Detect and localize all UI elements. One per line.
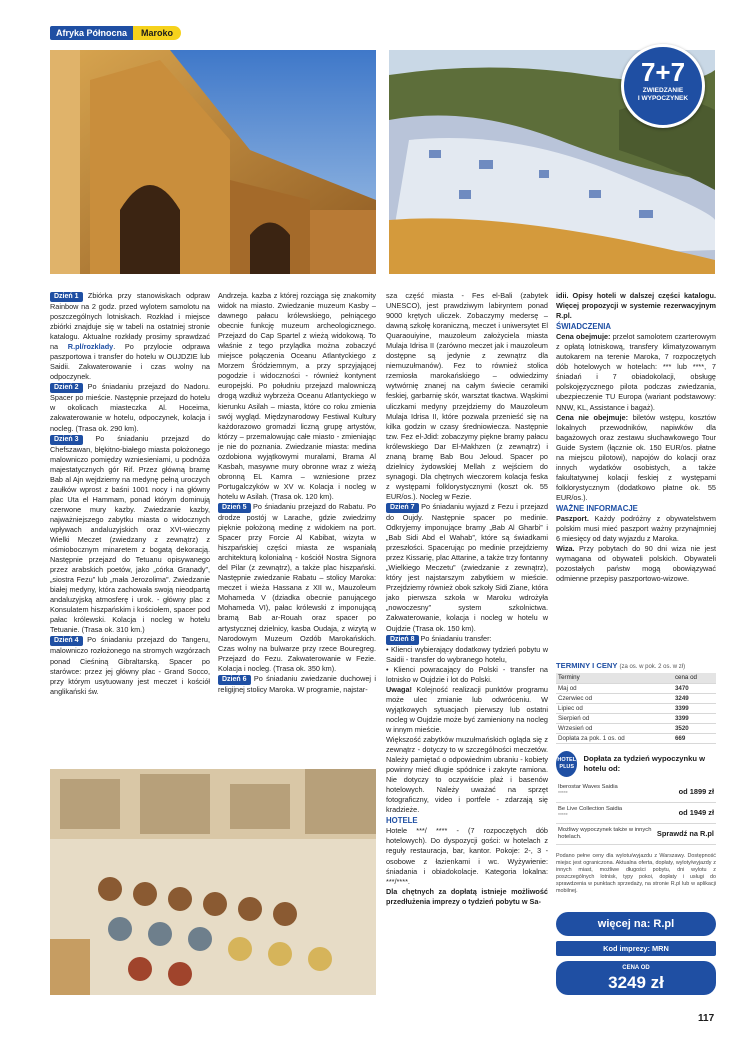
table-row — [556, 823, 716, 844]
passport-label: Paszport. — [556, 514, 589, 524]
badge-title: 7+7 — [640, 57, 686, 87]
paragraph-text: Andrzeja. kazba z której rozciąga się znakomity widok na miasto. Zwiedzanie muzeum Kasby – dawnego pałacu królewskiego, pełniącego obecnie funkcję muzeum archeologicznego. Przejazd do Cap Spartel z wieżą widokową. To właśnie z tego przylądka można zobaczyć miejsce połączenia Oceanu Atlantyckiego z Morzem Śródziemnym, a przy sprzyjającej pogodzie i widoczności - również kontynent europejski. Po południu przejazd malowniczą drogą wzdłuż wybrzeża Oceanu Atlantyckiego w kierunku Asilah – miasta, które co roku zmienia swój wygląd. Międzynarodowy Festiwal Kultury każdorazowo gromadzi liczną grupę artystów, którzy – przemalowując całe miasto - zmieniając je nie do poznania. Zwiedzanie miasta: medina ozdobiona wyjątkowymi muralami, Brama Al Kasbah, masywne mury obronne wraz z wieżą obronną EL Kamra – wzniesione przez Portugalczyków w XV w. Kolacja i nocleg w hotelu w Asilah. (Trasa ok. 120 km). — [218, 291, 376, 501]
paragraph-text: Zbiórka przy stanowiskach odpraw Rainbow na 2 godz. przed wylotem samolotu na poszczególnych lotniskach. Rozkład i miejsce zbiórki znajduje się w tabeli na ostatniej stronie katalogu. Aktualne rozkłady prosimy sprawdzać na — [50, 291, 210, 352]
hotel-name[interactable]: Be Live Collection Saidia — [558, 805, 623, 812]
term-cell: Dopłata za pok. 1 os. od — [556, 733, 673, 743]
price-cell: 3470 — [673, 683, 716, 693]
table-row — [556, 802, 716, 823]
hotel-name-cell — [556, 823, 655, 844]
price-includes-label: Cena obejmuje: — [556, 332, 611, 342]
paragraph-text: Po śniadaniu transfer: — [418, 633, 492, 643]
pricing-note: Podano pełne ceny dla wylotu/wyjazdu z Warszawy. Dostępność miejsc jest ograniczona. Aktualna oferta, dopłaty, wyloty/wyjazdy z innych miast, możliwe długości pobytu, dni wylotu z poszczególnych lotnisk, typy pokoi, dopłaty i usługi do sprawdzenia w punktach sprzedaży, na stronie R.pl lub w aplikacji mobilnej. — [556, 853, 716, 894]
bullet-text: • Klienci wybierający dodatkowy tydzień pobytu w Saidii - transfer do wybranego hotelu, — [386, 644, 548, 664]
table-row — [556, 713, 716, 723]
itinerary-column-3 — [386, 291, 548, 907]
hotel-name: Możliwy wypoczynek także w innych hotelach. — [558, 826, 652, 840]
paragraph-text: Po śniadaniu przejazd do Tangeru, malowniczo rozłożonego na stromych wzgórzach ponad Cieśniną Gibraltarską. Spacer po starówce: przez jej główny plac - Grand Socco, przy którym usytuowany jest meczet i kościół anglikański św. — [50, 635, 210, 696]
paragraph-text: Większość zabytków muzułmańskich ogląda się z zewnątrz - dotyczy to w szczególności meczetów. Należy pamiętać o odpowiednim ubraniu - kobiety powinny mieć długie spódnice i zakryte ramiona. Nie dotyczy to oczywiście plaż i basenów hotelowych. Należy uważać na sprzęt fotograficzny, video i portfele - zdarzają się kradzieże. — [386, 734, 548, 815]
table-row — [556, 703, 716, 713]
table-header-row — [556, 673, 716, 683]
page-number: 117 — [698, 1013, 715, 1024]
extension-note-cont: idii. Opisy hoteli w dalszej części katalogu. Więcej propozycji w systemie rezerwacyjnym R.pl. — [556, 291, 716, 321]
badge-line2: I WYPOCZYNEK — [637, 95, 689, 102]
hotel-name[interactable]: Iberostar Waves Saidia — [558, 784, 618, 791]
paragraph-text: Przy pobytach do 90 dni wiza nie jest wymagana od obywateli polskich. Obywateli pozostałych państw mogą obowiązywać odmienne przepisy paszportowo-wizowe. — [556, 544, 716, 584]
hotel-price: od 1899 zł — [655, 781, 716, 802]
day-label: Dzień 4 — [50, 636, 83, 646]
paragraph-text: Po śniadaniu przejazd do Chefszawan, błękitno-białego miasta położonego malowniczo pomiędzy wzniesieniami, u podnóża majestatycznych gór Rif. Przez główną bramę Bab al Ajn wejdziemy na medynę pełną uroczych zaułków wprost z baśni 1001 nocy i na główny plac Uta el Hammam, ponad którym dominują czerwone mury kazby. Zwiedzanie kazby, najważniejszego zabytku miasta o widocznych wpływach andaluzyjskich oraz XVI-wieczny Wielki Meczet (zwiedzany z zewnątrz) z ośmiobocznym minaretem z bogatą dekoracją. Następnie przejazd do Tetuanu opisywanego przez arabskich poetów, jako „córka Granady”, „siostra Fezu” lub „mała Jerozolima”. Zwiedzanie białej medyny, która zachowała swoją nieodpartą andaluzyjską atmosferę i urok. - główny plac z Konsulatem hiszpańskim i kościołem, spacer pod pałac królewski. Kolacja i nocleg w hotelu Tetuanie. (Trasa ok. 310 km.) — [50, 433, 210, 635]
price-cell: 3249 — [673, 693, 716, 703]
hotel-plus-line1: HOTEL — [557, 757, 577, 763]
hotel-stars: ***** — [558, 791, 568, 798]
hotel-stars: ***** — [558, 812, 568, 819]
price-cell: 3520 — [673, 723, 716, 733]
day-label: Dzień 3 — [50, 435, 83, 445]
promo-text: Dopłata za tydzień wypoczynku w hotelu od: — [583, 754, 706, 773]
section-heading-info: WAŻNE INFORMACJE — [556, 503, 638, 513]
price-cell: 669 — [673, 733, 716, 743]
day-label: Dzień 7 — [386, 503, 419, 513]
day-label: Dzień 2 — [50, 383, 83, 393]
prices-heading: TERMINY I CENY — [556, 661, 618, 670]
breadcrumb-country[interactable]: Maroko — [133, 26, 181, 40]
bullet-text: • Klienci powracający do Polski - transfer na lotnisko w Oujdzie i lot do Polski. — [386, 664, 548, 684]
term-cell: Wrzesień od — [556, 723, 673, 733]
hotel-price[interactable]: Sprawdź na R.pl — [655, 823, 716, 844]
hotel-name-cell — [556, 802, 655, 823]
paragraph-text: Hotele ***/ **** - (7 rozpoczętych dób hotelowych). Do dyspozycji gości: w hotelach z reguły restauracja, bar, kantor. Pokoje: 2-, 3 - osobowe z łazienkami i wc. Wyżywienie: śniadania i obiadokolacje. Kategoria lokalna: ***/****. — [386, 826, 548, 886]
itinerary-column-2 — [218, 291, 376, 695]
paragraph-text: Po śniadaniu przejazd do Nadoru. Spacer po mieście. Następnie przejazd do hotelu w okolicach miasteczka Al. Hoceima, zakwaterowanie w hotelu, odpoczynek, kolacja i nocleg. (Trasa ok. 290 km). — [50, 382, 210, 433]
trip-code: Kod imprezy: MRN — [556, 941, 716, 956]
itinerary-column-1 — [50, 291, 210, 697]
section-heading-hotels: HOTELE — [386, 816, 418, 826]
price-label: CENA OD — [622, 965, 650, 971]
breadcrumb — [50, 26, 181, 40]
hotel-name-cell — [556, 781, 655, 802]
paragraph-text: Po śniadaniu wyjazd z Fezu i przejazd do Oujdy. Następnie spacer po medinie. Odkryjemy imponujące bramy „Bab Al Gharbi” i „Bab Sidi Abd el Wahab”, które są świadkami przeszłości. Spacerując po medinie przejdziemy przez Kissarię, plac Attarine, a także trzy fontanny „Wielkiego Meczetu” (zwiedzanie z zewnątrz), który jest najstarszym zabytkiem w mieście. Przejdziemy również obok szkoły Sidi Ziane, która jako pierwsza szkoła w Maroku wdrożyła „nowoczesny” system szkolnictwa. Zakwaterowanie, kolacja i nocleg w hotelu w Oujdzie (Trasa ok. 150 km). — [386, 501, 548, 633]
table-row — [556, 693, 716, 703]
price-value: 3249 zł — [608, 973, 664, 992]
price-cell: 3399 — [673, 703, 716, 713]
timetable-link[interactable]: R.pl/rozklady — [67, 342, 114, 352]
photo-fez-tannery — [50, 769, 376, 995]
paragraph-text: Każdy podróżny z obywatelstwem polskim musi mieć paszport ważny przynajmniej 6 miesięcy od daty wyjazdu z Maroka. — [556, 514, 716, 544]
prices-title — [556, 661, 716, 670]
price-excludes-label: Cena nie obejmuje: — [556, 412, 629, 422]
paragraph-text: biletów wstępu, kosztów lokalnych przewodników, napiwków dla bagażowych oraz zestawu słuchawkowego Tour Guide System (łącznie ok. 150 EUR/os. płatne na miejscu pilotowi), napojów do kolacji oraz innych wydatków osobistych, a także fakultatywnej kolacji feskiej z występami folklorystycznym (dodatkowo płatne ok. 55 EUR/os.). — [556, 412, 716, 502]
table-header-cell: cena od — [673, 673, 716, 683]
info-column — [556, 291, 716, 584]
prices-subtitle: (za os. w pok. 2 os. w zł) — [619, 664, 686, 670]
price-cell: 3399 — [673, 713, 716, 723]
paragraph-text: Po śniadaniu zwiedzanie duchowej i religijnej stolicy Maroka. W programie, najstar- — [218, 673, 376, 694]
day-label: Dzień 8 — [386, 635, 419, 645]
more-info-button[interactable]: więcej na: R.pl — [556, 912, 716, 936]
hotel-price: od 1949 zł — [655, 802, 716, 823]
badge-line1: ZWIEDZANIE — [642, 87, 684, 94]
term-cell: Lipiec od — [556, 703, 673, 713]
term-cell: Czerwiec od — [556, 693, 673, 703]
section-heading-services: ŚWIADCZENIA — [556, 322, 612, 332]
paragraph-text: sza część miasta - Fes el-Bali (zabytek UNESCO), jest prawdziwym labiryntem ponad 9000 krętych uliczek. Zobaczymy medersę – dawną szkołę koraniczną, meczet i uniwersytet El Quaraouiyine, mauzoleum założyciela miasta Mulaja Idrisa II (zarówno meczet jak i mauzoleum dostępne są jedynie z zewnątrz dla niemuzułmanów). Fez to również stolica rzemiosła marokańskiego – odwiedzimy wytwórnię znanej na całym świecie ceramiki feskiej, garbarnię skór, warsztat tkactwa. Wąskimi uliczkami medyny przejdziemy do Mauzoleum Mulaja Idrisa II, które pozwala przenieść się na kilka godzin w czasy średniowiecza. Następnie tzw. Fez el-Jdid: zobaczymy piękne bramy pałacu królewskiego Dar El-Makhzen (z zewnątrz) i znaną bramę Bab Bou Jeloud. Spacer po dzielnicy żydowskiej Mellah z wejściem do synagogi. Dla chętnych wieczorem kolacja feska z występami folklorystycznymi (koszt ok. 55 EUR/os.). Nocleg w Fezie. — [386, 291, 548, 501]
visa-label: Wiza. — [556, 544, 575, 554]
hotels-table — [556, 781, 716, 845]
hotel-plus-promo — [556, 751, 716, 777]
table-row — [556, 723, 716, 733]
paragraph-text: przelot samolotem czarterowym z opłatą lotniskową, transfery klimatyzowanym autokarem na terenie Maroka, 7 rozpoczętych dób hotelowych w hotelach: *** lub ****, 7 śniadań i 7 obiadokolacji, obsługę polskojęzycznego pilota podczas zwiedzania, ubezpieczenie TU Europa (wariant podstawowy: NNW, KL, Assistance i bagaż). — [556, 332, 716, 412]
table-row — [556, 781, 716, 802]
breadcrumb-region[interactable]: Afryka Północna — [50, 26, 133, 40]
paragraph-text: Po śniadaniu przejazd do Rabatu. Po drodze postój w Larache, gdzie zwiedzimy pięknie położoną medinę z widokiem na port. Spacer przy Forcie Al Kabibat, wizyta w hiszpańskiej części miasta ze wspaniałą architekturą kolonialną - kościół Nostra Signora del Pilar (z zewnątrz), a także plac hiszpański. Następnie zwiedzanie Rabatu – stolicy Maroka: meczet i wieża Hassana z XII w., Mauzoleum Mohameda V (dziadka obecnie panującego Mohameda VI), pałac królewski z imponującą bramą Bab ar-Rouah oraz spacer po artystycznej dzielnicy, kasba Oudaja, z wizytą w Narodowym Muzeum Ozdób Marokańskich. Czas wolny na bulwarze przy rzece Bouregreg. Przejazd do Fezu. Zakwaterowanie w Fezie. Kolacja i nocleg. (Trasa ok. 350 km). — [218, 501, 376, 673]
term-cell: Sierpień od — [556, 713, 673, 723]
hotel-plus-icon — [556, 751, 577, 777]
day-label: Dzień 5 — [218, 503, 251, 513]
day-label: Dzień 6 — [218, 675, 251, 685]
offer-badge — [621, 44, 705, 128]
table-header-cell: Terminy — [556, 673, 673, 683]
day-label: Dzień 1 — [50, 292, 83, 302]
hotel-plus-line2: PLUS — [559, 764, 575, 770]
price-box[interactable] — [556, 961, 716, 995]
term-cell: Maj od — [556, 683, 673, 693]
extension-note: Dla chętnych za dopłatą istnieje możliwość przedłużenia imprezy o tydzień pobytu w Sa- — [386, 886, 548, 906]
table-row — [556, 683, 716, 693]
paragraph-text: . Po przylocie odprawa paszportowa i transfer do hotelu w OUJDZIE lub Saidii. Zakwaterowanie i czas wolny na odpoczynek. — [50, 342, 210, 382]
prices-table — [556, 673, 716, 744]
photo-meknes-gate — [50, 50, 376, 274]
warning-label: Uwaga! — [386, 684, 412, 694]
table-row — [556, 733, 716, 743]
paragraph-text: Kolejność realizacji punktów programu może ulec zmianie lub odwróceniu. W wyjątkowych sytuacjach pierwszy lub ostatni nocleg w Oujdzie może być zamieniony na nocleg w innym mieście. — [386, 684, 548, 734]
